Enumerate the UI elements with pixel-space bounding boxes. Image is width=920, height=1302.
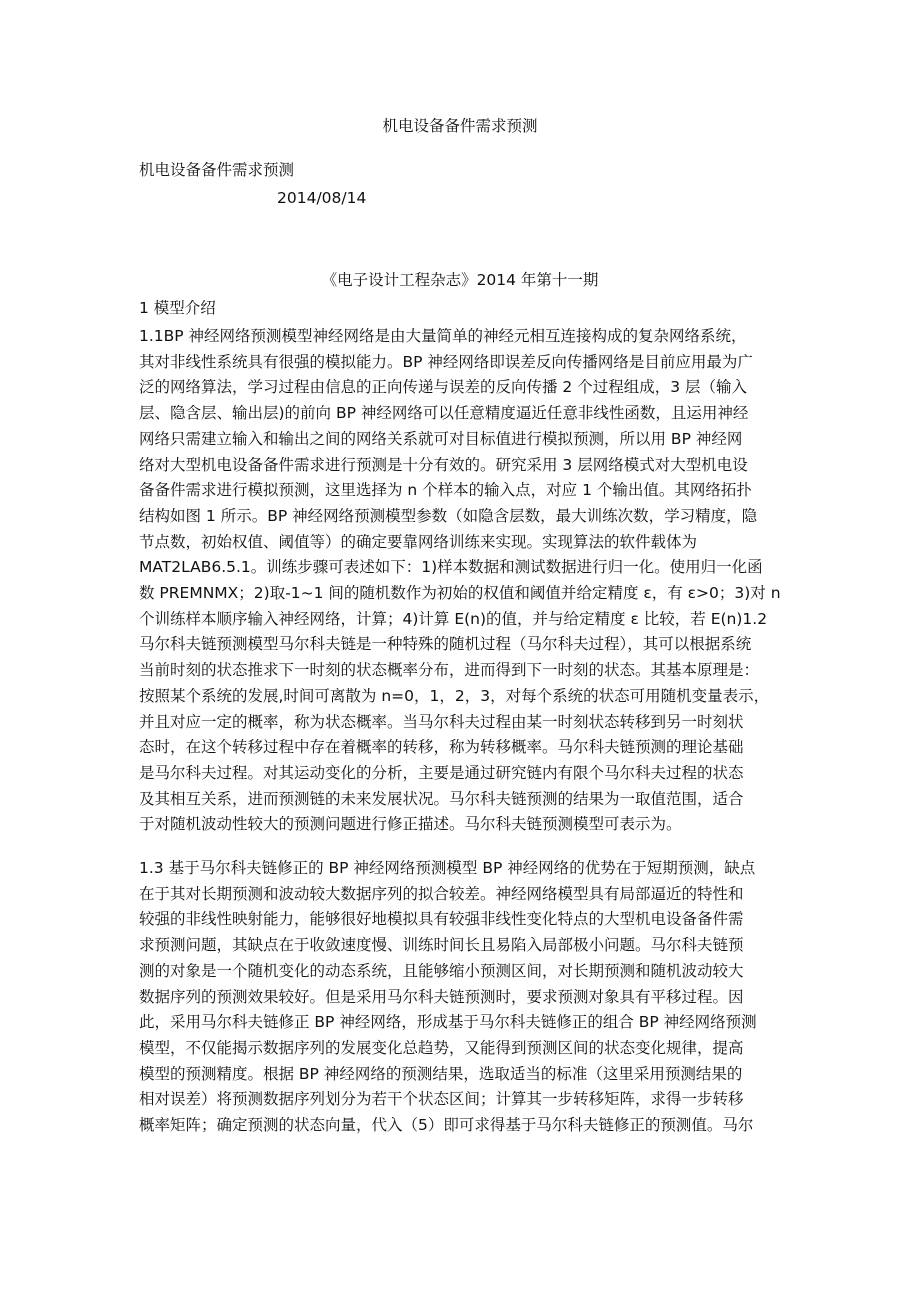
paragraph-line: 其对非线性系统具有很强的模拟能力。BP 神经网络即误差反向传播网络是目前应用最为广: [139, 352, 753, 371]
paragraph-line: 个训练样本顺序输入神经网络，计算；4)计算 E(n)的值，并与给定精度 ε 比较，若 E(n)1.2: [139, 609, 768, 628]
paragraph-line: 备备件需求进行模拟预测，这里选择为 n 个样本的输入点，对应 1 个输出值。其网络拓扑: [139, 481, 752, 500]
paragraph-line: 马尔科夫链预测模型马尔科夫链是一种特殊的随机过程（马尔科夫过程），其可以根据系统: [139, 635, 752, 654]
paragraph-line: MAT2LAB6.5.1。训练步骤可表述如下：1)样本数据和测试数据进行归一化。使用归一化函: [139, 558, 763, 577]
paragraph-line: 态时，在这个转移过程中存在着概率的转移，称为转移概率。马尔科夫链预测的理论基础: [139, 738, 744, 757]
paragraph-line: 层、隐含层、输出层)的前向 BP 神经网络可以任意精度逼近任意非线性函数，且运用神经: [139, 404, 749, 423]
paragraph-line: 并且对应一定的概率，称为状态概率。当马尔科夫过程由某一时刻状态转移到另一时刻状: [139, 712, 744, 731]
paragraph-line: 模型的预测精度。根据 BP 神经网络的预测结果，选取适当的标准（这里采用预测结果的: [139, 1064, 743, 1083]
paragraph-line: 相对误差）将预测数据序列划分为若干个状态区间；计算其一步转移矩阵，求得一步转移: [139, 1090, 744, 1109]
paragraph-line: 按照某个系统的发展,时间可离散为 n=0，1，2，3，对每个系统的状态可用随机变量表示，: [139, 686, 770, 705]
paragraph-line: 模型，不仅能揭示数据序列的发展变化总趋势，又能得到预测区间的状态变化规律，提高: [139, 1038, 744, 1057]
paragraph-line: 较强的非线性映射能力，能够很好地模拟具有较强非线性变化特点的大型机电设备备件需: [139, 910, 744, 929]
journal-name: 《电子设计工程杂志》2014 年第十一期: [321, 271, 599, 289]
paragraph-line: 及其相互关系，进而预测链的未来发展状况。马尔科夫链预测的结果为一取值范围，适合: [139, 789, 744, 808]
paragraph-line: 1.3 基于马尔科夫链修正的 BP 神经网络预测模型 BP 神经网络的优势在于短期预测，缺点: [139, 859, 756, 877]
paragraph-line: 络对大型机电设备备件需求进行预测是十分有效的。研究采用 3 层网络模式对大型机电设: [139, 455, 748, 474]
paragraph-line: 数据序列的预测效果较好。但是采用马尔科夫链预测时，要求预测对象具有平移过程。因: [139, 987, 744, 1006]
paragraph-line: 结构如图 1 所示。BP 神经网络预测模型参数（如隐含层数，最大训练次数，学习精度，隐: [139, 506, 758, 525]
document-subtitle: 机电设备备件需求预测: [139, 161, 295, 179]
section-heading: 1 模型介绍: [139, 299, 216, 317]
paragraph-line: 在于其对长期预测和波动较大数据序列的拟合较差。神经网络模型具有局部逼近的特性和: [139, 884, 744, 903]
document-title: 机电设备备件需求预测: [382, 117, 538, 135]
paragraph-line: 测的对象是一个随机变化的动态系统，且能够缩小预测区间，对长期预测和随机波动较大: [139, 961, 744, 980]
paragraph-line: 于对随机波动性较大的预测问题进行修正描述。马尔科夫链预测模型可表示为。: [139, 815, 682, 834]
paragraph-line: 是马尔科夫过程。对其运动变化的分析，主要是通过研究链内有限个马尔科夫过程的状态: [139, 763, 744, 782]
paragraph-line: 数 PREMNMX；2)取-1~1 间的随机数作为初始的权值和阈值并给定精度 ε，有 ε>0；3)对 n: [139, 584, 781, 603]
paragraph-line: 节点数，初始权值、阈值等）的确定要靠网络训练来实现。实现算法的软件载体为: [139, 532, 698, 551]
document-date: 2014/08/14: [277, 189, 367, 207]
paragraph-combined-model: [139, 856, 784, 1186]
paragraph-line: 此，采用马尔科夫链修正 BP 神经网络，形成基于马尔科夫链修正的组合 BP 神经网络预测: [139, 1013, 757, 1032]
paragraph-line: 当前时刻的状态推求下一时刻的状态概率分布，进而得到下一时刻的状态。其基本原理是：: [139, 661, 760, 680]
paragraph-line: 求预测问题，其缺点在于收敛速度慢、训练时间长且易陷入局部极小问题。马尔科夫链预: [139, 936, 744, 955]
paragraph-bp-markov: [139, 324, 784, 872]
paragraph-line: 网络只需建立输入和输出之间的网络关系就可对目标值进行模拟预测，所以用 BP 神经网: [139, 429, 743, 448]
paragraph-line: 1.1BP 神经网络预测模型神经网络是由大量简单的神经元相互连接构成的复杂网络系统，: [139, 327, 747, 345]
paragraph-line: 泛的网络算法，学习过程由信息的正向传递与误差的反向传播 2 个过程组成，3 层（输入: [139, 378, 748, 397]
paragraph-line: 概率矩阵；确定预测的状态向量，代入（5）即可求得基于马尔科夫链修正的预测值。马尔: [139, 1116, 754, 1135]
